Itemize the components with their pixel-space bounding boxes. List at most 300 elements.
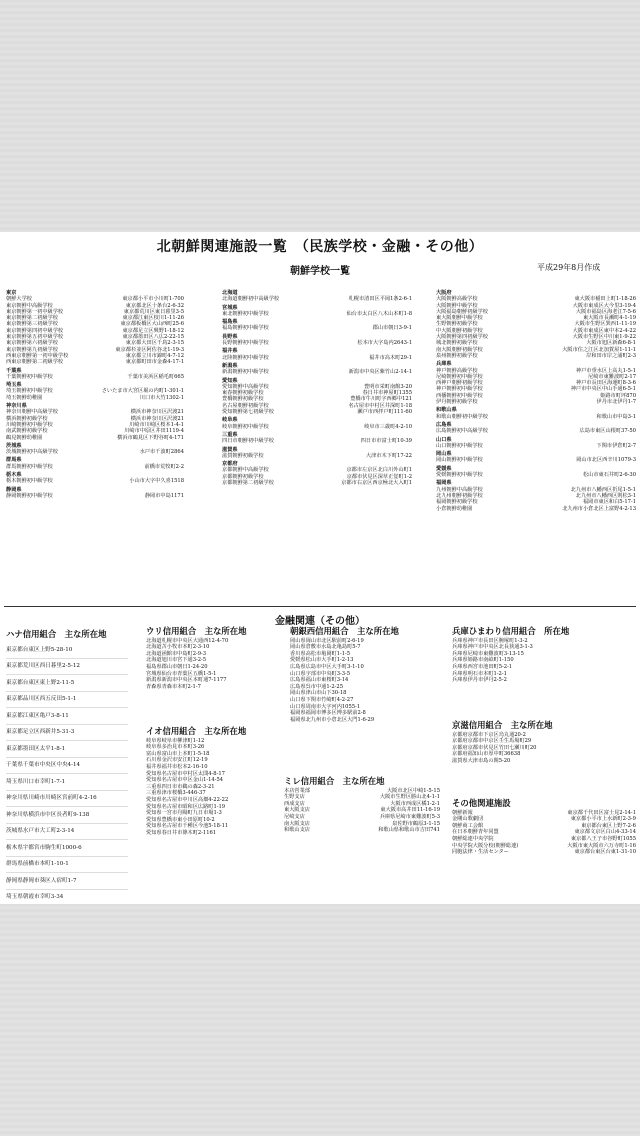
hana-address: 東京都品川区西五反田5-1-1 xyxy=(6,692,128,709)
other-facility-name: 朝鮮総連中央学院 xyxy=(452,835,494,842)
io-address: 愛知県名古屋市中村区太閤4-8-17 xyxy=(146,770,225,777)
io-section xyxy=(146,728,282,837)
mire-branch-name: 西成支店 xyxy=(284,800,305,807)
school-address: 岡山市北区西辛川1079-3 xyxy=(576,457,636,464)
prefecture-label: 福岡県 xyxy=(436,480,452,487)
school-address: 大阪市福島区海老江7-5-6 xyxy=(575,308,636,315)
school-address: 神戸市垂水区上高丸1-5-1 xyxy=(575,367,636,374)
school-name: 東京朝鮮第六初級学校 xyxy=(6,340,58,347)
school-address: 前橋市荒牧町2-2 xyxy=(144,463,184,470)
school-entry xyxy=(222,311,412,317)
school-address: 川口市大竹1302-1 xyxy=(139,394,184,401)
school-name: 北陸朝鮮初中級学校 xyxy=(222,354,269,361)
school-name: 福島朝鮮初中級学校 xyxy=(222,325,269,332)
uri-heading: ウリ信用組合 主な所在地 xyxy=(146,626,247,636)
other-facility-address: 東京都台東区上野7-2-6 xyxy=(581,822,636,829)
school-address: 東大阪市稲田上町1-18-26 xyxy=(574,296,636,303)
school-name: 東北朝鮮初中級学校 xyxy=(222,310,269,317)
school-address: 豊橋市牛川町字西郷中121 xyxy=(350,396,412,403)
school-name: 静岡朝鮮初中級学校 xyxy=(6,492,53,499)
school-entry xyxy=(436,443,636,449)
chogin-address: 愛媛県松山市大手町1-2-13 xyxy=(290,657,354,664)
hyogo-address: 兵庫県西宮市池田町5-2-1 xyxy=(452,663,513,670)
school-name: 東京朝鮮第五初中級学校 xyxy=(6,334,64,341)
document-page xyxy=(0,232,640,904)
school-name: 千葉朝鮮初中級学校 xyxy=(6,373,53,380)
hyogo-address: 兵庫県姫路市南畝町1-150 xyxy=(452,657,514,664)
school-entry xyxy=(436,506,636,512)
created-date: 平成29年8月作成 xyxy=(537,263,601,272)
background-top xyxy=(0,0,640,232)
mire-section xyxy=(284,778,440,834)
school-name: 西東京朝鮮第一初中級学校 xyxy=(6,352,69,359)
school-name: 川崎朝鮮初中級学校 xyxy=(6,421,53,428)
io-address: 福井県福井市松本2-16-10 xyxy=(146,763,208,770)
school-entry xyxy=(436,457,636,463)
mire-branch-name: 尼崎支店 xyxy=(284,813,305,820)
school-name: 福岡朝鮮初級学校 xyxy=(436,499,478,506)
prefecture-label: 三重県 xyxy=(222,431,238,438)
school-name: 中大阪朝鮮初級学校 xyxy=(436,327,483,334)
mire-branch xyxy=(284,814,440,821)
school-address: 岐阜市三歳町4-2-10 xyxy=(364,423,412,430)
other-section xyxy=(452,800,636,856)
hyogo-heading: 兵庫ひまわり信用組合 所在地 xyxy=(452,626,570,636)
school-address: 下関市伊倉町2-7 xyxy=(596,442,636,449)
io-address: 三重県津市桜橋3-446-37 xyxy=(146,790,206,797)
school-address: 川崎市中原区井田1119-4 xyxy=(124,428,184,435)
prefecture-label: 群馬県 xyxy=(6,457,22,464)
hyogo-address: 兵庫県明石市本町1-2-1 xyxy=(452,670,507,677)
prefecture-label: 栃木県 xyxy=(6,472,22,479)
school-address: 川崎市川崎区桜本1-4-1 xyxy=(129,421,184,428)
school-address: 大津市木下町17-22 xyxy=(365,452,412,459)
school-address: 北九州市小倉北区上富野4-2-13 xyxy=(562,505,636,512)
kyoto-address: 滋賀県大津市島の関5-20 xyxy=(452,757,511,764)
school-address: 福井市高木町29-1 xyxy=(369,354,412,361)
kyoto-address: 京都府福知山市厚中町36638 xyxy=(452,751,521,758)
io-address: 愛知県名古屋市中区金山1-14-54 xyxy=(146,777,224,784)
prefecture-label: 新潟県 xyxy=(222,362,238,369)
io-address: 愛知県名古屋市千種区今池5-18-11 xyxy=(146,823,229,830)
school-address: 名古屋市中村区井深町1-18 xyxy=(348,402,412,409)
school-address: 姫路市町坪870 xyxy=(600,392,636,399)
school-entry xyxy=(436,353,636,359)
school-entry xyxy=(436,399,636,405)
school-address: 松本市大字島内2643-1 xyxy=(357,340,412,347)
chogin-address: 福岡県福岡市博多区博多駅前2-8 xyxy=(290,710,366,717)
school-entry xyxy=(6,464,184,470)
hana-address: 東京都江東区亀戸3-8-11 xyxy=(6,708,128,725)
other-facility xyxy=(452,816,636,823)
io-address: 愛知県名古屋市昭和区広路町1-19 xyxy=(146,803,226,810)
document-title: 北朝鮮関連施設一覧 （民族学校・金融・その他） xyxy=(156,239,484,255)
school-column-3 xyxy=(436,288,636,512)
prefecture-label: 長野県 xyxy=(222,333,238,340)
school-name: 栃木朝鮮初中級学校 xyxy=(6,478,53,485)
prefecture-label: 広島県 xyxy=(436,421,452,428)
prefecture-label: 神奈川県 xyxy=(6,403,27,410)
chogin-address: 山口県宇部市中央町3-3-5 xyxy=(290,670,351,677)
uri-address: 北海道函館市中島町2-9-3 xyxy=(146,650,207,657)
prefecture-label: 岡山県 xyxy=(436,451,452,458)
school-column-2 xyxy=(222,288,412,486)
school-name: 京都朝鮮中高級学校 xyxy=(222,467,269,474)
school-address: 瀬戸市西拝戸町111-60 xyxy=(357,409,412,416)
mire-branch-address: 泉佐野市鶴原3-1-15 xyxy=(392,820,440,827)
prefecture-label: 福島県 xyxy=(222,319,238,326)
school-entry xyxy=(222,453,412,459)
io-address: 岐阜県多治見市本町3-26 xyxy=(146,744,205,751)
school-address: 横浜市神奈川区沢渡21 xyxy=(130,415,184,422)
school-name: 泉州朝鮮初級学校 xyxy=(436,352,478,359)
school-address: 広島市東区山根町37-50 xyxy=(579,428,636,435)
school-entry xyxy=(222,409,412,415)
school-name: 小倉朝鮮幼稚園 xyxy=(436,505,473,512)
prefecture-label: 大阪府 xyxy=(436,290,452,296)
school-entry xyxy=(222,296,412,302)
hana-heading: ハナ信用組合 主な所在地 xyxy=(6,629,107,639)
school-name: 愛知朝鮮中高級学校 xyxy=(222,383,269,390)
school-name: 大阪福島朝鮮初級学校 xyxy=(436,308,488,315)
hana-address: 東京都墨田区太平1-8-1 xyxy=(6,741,128,758)
school-address: 東京都墨田区八広2-22-15 xyxy=(122,334,184,341)
school-name: 東京朝鮮第二初級学校 xyxy=(6,315,58,322)
prefecture-label: 山口県 xyxy=(436,436,452,443)
chogin-address: 山口県下関市竹崎町4-2-27 xyxy=(290,696,354,703)
school-address: 神戸市中央区中山手通6-5-1 xyxy=(570,386,636,393)
other-facility-name: 朝鮮新報 xyxy=(452,809,473,816)
other-facility-address: 大阪市東大阪市六万寺町1-16 xyxy=(567,842,636,849)
prefecture-label: 千葉県 xyxy=(6,367,22,374)
other-facility-name: 金剛山歌劇団 xyxy=(452,816,484,823)
school-address: 北九州市八幡西区折尾1-5-1 xyxy=(570,486,636,493)
school-name: 伊丹朝鮮初級学校 xyxy=(436,399,478,406)
mire-branch-address: 大阪市西成区橘1-2-1 xyxy=(390,800,440,807)
kyoto-address: 京都府京都市中京区壬生馬場町29 xyxy=(452,738,532,745)
school-address: 松山市東石井町2-6-30 xyxy=(582,472,636,479)
school-entry xyxy=(6,478,184,484)
hana-address: 群馬県前橋市本町1-10-1 xyxy=(6,857,128,874)
prefecture-label: 福井県 xyxy=(222,348,238,355)
io-address: 三重県四日市市鵜の森2-3-21 xyxy=(146,783,215,790)
school-entry xyxy=(222,480,412,486)
school-address: 和歌山市中島3-1 xyxy=(596,413,636,420)
hana-address: 東京都足立区西新井5-31-3 xyxy=(6,725,128,742)
school-name: 横浜朝鮮初級学校 xyxy=(6,415,48,422)
school-name: 生野朝鮮初級学校 xyxy=(436,321,478,328)
school-entry xyxy=(6,359,184,365)
chogin-address: 岡山県岡山市北区駅前町2-6-19 xyxy=(290,637,364,644)
school-address: 神戸市長田区海運町8-3-6 xyxy=(575,380,636,387)
kyoto-address: 京都府京都市下京区烏丸通20-2 xyxy=(452,731,526,738)
hana-address: 栃木県宇都宮市駒生町1000-6 xyxy=(6,840,128,857)
io-address: 愛知県春日井市篠木町2-1161 xyxy=(146,829,217,836)
prefecture-label: 兵庫県 xyxy=(436,361,452,368)
chogin-address: 広島県福山市東桜町3-14 xyxy=(290,677,349,684)
school-entry xyxy=(222,438,412,444)
kyoto-section xyxy=(452,722,634,765)
school-name: 山口朝鮮初中級学校 xyxy=(436,442,483,449)
other-facility-address: 東京都文京区白山4-33-14 xyxy=(574,829,636,836)
mire-branch-name: 南大阪支店 xyxy=(284,820,310,827)
prefecture-label: 東京 xyxy=(6,290,17,296)
kyoto-heading: 京滋信用組合 主な所在地 xyxy=(452,720,553,730)
school-name: 大阪朝鮮高級学校 xyxy=(436,296,478,303)
school-name: 九州朝鮮中高級学校 xyxy=(436,486,483,493)
school-name: 東京朝鮮第一初中級学校 xyxy=(6,308,64,315)
school-address: 大阪市旭区新森6-8-1 xyxy=(586,340,636,347)
hyogo-address: 兵庫県神戸市中央区北長狭通3-1-3 xyxy=(452,644,533,651)
school-name: 岐阜朝鮮初中級学校 xyxy=(222,423,269,430)
school-entry xyxy=(222,355,412,361)
other-facility-address: 東京都台東区台東1-31-10 xyxy=(574,849,636,856)
other-facility-name: 同胞法律・生活センター xyxy=(452,849,509,856)
prefecture-label: 宮城県 xyxy=(222,304,238,311)
uri-address: 北海道札幌市中央区大通西12-4-70 xyxy=(146,637,229,644)
mire-branch-name: 東大阪支店 xyxy=(284,807,310,814)
school-address: 東京都足立区興野1-18-12 xyxy=(122,327,184,334)
school-address: 豊明市栄町南館3-20 xyxy=(364,383,412,390)
chogin-address: 山口県周南市大字河内1055-1 xyxy=(290,703,361,710)
io-address: 岐阜県岐阜市柳津町1-12 xyxy=(146,737,205,744)
school-address: 春日井市神屋町1355 xyxy=(362,390,412,397)
school-name: 大阪朝鮮中級学校 xyxy=(436,302,478,309)
hana-address: 茨城県水戸市大工町2-3-14 xyxy=(6,824,128,841)
prefecture-label: 北海道 xyxy=(222,290,238,296)
hana-address: 東京都台東区上野5-28-10 xyxy=(6,642,128,659)
school-address: 大阪市生野区巽西1-11-19 xyxy=(574,321,636,328)
school-address: 東京都大田区千鳥2-3-15 xyxy=(125,340,184,347)
school-address: 札幌市清田区平岡1条2-6-1 xyxy=(348,296,412,303)
uri-address: 福島県郡山市朝日1-24-20 xyxy=(146,663,208,670)
hyogo-address: 兵庫県神戸市長田区腕塚町1-3-2 xyxy=(452,637,528,644)
school-address: 横浜市神奈川区沢渡21 xyxy=(130,409,184,416)
io-address: 愛知県一宮市丹陽町九日市場1-3 xyxy=(146,810,222,817)
hana-address: 埼玉県朝霞市幸町3-34 xyxy=(6,890,128,905)
mire-heading: ミレ信用組合 主な所在地 xyxy=(284,776,385,786)
school-address: 東京都立川市錦町4-7-12 xyxy=(125,352,184,359)
chogin-heading: 朝銀西信用組合 主な所在地 xyxy=(290,626,399,636)
school-address: 大阪市東成区大今里3-19-4 xyxy=(572,302,636,309)
section-divider xyxy=(4,606,636,607)
uri-address: 北海道旭川市宮下通3-2-5 xyxy=(146,657,207,664)
chogin-address: 広島県呉市中通1-2-25 xyxy=(290,683,344,690)
chogin-section xyxy=(290,628,440,723)
prefecture-label: 京都府 xyxy=(222,461,238,468)
mire-branch xyxy=(284,827,440,834)
school-name: 長野朝鮮初中級学校 xyxy=(222,340,269,347)
mire-branch-address: 和歌山県和歌山市吉田741 xyxy=(378,827,440,834)
uri-address: 宮城県仙台市青葉区五橋1-5-1 xyxy=(146,670,217,677)
school-address: 新潟市中央区紫竹山2-14-1 xyxy=(348,369,412,376)
hana-address-list xyxy=(6,642,128,904)
school-name: 茨城朝鮮初中高級学校 xyxy=(6,449,58,456)
prefecture-label: 滋賀県 xyxy=(222,446,238,453)
school-address: 岸和田市岸之浦町2-3 xyxy=(586,352,636,359)
mire-branch-address: 大阪市生野区勝山北4-1-1 xyxy=(379,794,440,801)
mire-branch-name: 和歌山支店 xyxy=(284,827,310,834)
school-name: 埼玉朝鮮初中級学校 xyxy=(6,388,53,395)
other-facility-address: 東京都千代田区富士見2-14-1 xyxy=(567,809,636,816)
prefecture-label: 岐阜県 xyxy=(222,417,238,424)
other-facility-name: 中央学院大阪分校(朝鮮総連) xyxy=(452,842,519,849)
school-address: 福岡市東区和白5-17-1 xyxy=(582,499,636,506)
hana-address: 東京都台東区東上野2-11-5 xyxy=(6,675,128,692)
school-name: 和歌山朝鮮初中級学校 xyxy=(436,413,488,420)
school-address: 東大阪市長瀬町4-1-19 xyxy=(582,315,636,322)
school-name: 城北朝鮮初級学校 xyxy=(436,340,478,347)
mire-branch xyxy=(284,794,440,801)
school-name: 愛知朝鮮第七初級学校 xyxy=(222,409,274,416)
school-entry xyxy=(436,414,636,420)
school-name: 朝鮮大学校 xyxy=(6,296,32,303)
school-address: 東京都杉並区阿佐谷北1-19-3 xyxy=(115,346,184,353)
school-entry xyxy=(222,340,412,346)
school-name: 京都朝鮮第二初級学校 xyxy=(222,480,274,487)
finance-section-title: 金融関連（その他） xyxy=(275,616,365,627)
other-facility-name: 朝鮮商工会館 xyxy=(452,822,484,829)
school-name: 東京朝鮮中高級学校 xyxy=(6,302,53,309)
school-entry xyxy=(222,369,412,375)
hyogo-address: 兵庫県伊丹市伊丹2-5-2 xyxy=(452,677,507,684)
prefecture-label: 和歌山県 xyxy=(436,407,457,414)
school-column-1 xyxy=(6,288,184,499)
mire-branch-name: 生野支店 xyxy=(284,794,305,801)
io-heading: イオ信用組合 主な所在地 xyxy=(146,726,247,736)
hana-address: 埼玉県川口市幸町1-7-1 xyxy=(6,774,128,791)
school-entry xyxy=(6,493,184,499)
io-address: 愛知県名古屋市中川区高畑4-22-22 xyxy=(146,796,229,803)
uri-section xyxy=(146,628,282,690)
schools-subtitle: 朝鮮学校一覧 xyxy=(290,266,350,277)
school-address: 北九州市八幡西区則松3-1 xyxy=(575,492,636,499)
school-address: 水戸市千波町2864 xyxy=(139,449,184,456)
school-address: さいたま市大宮区堀の内町1-301-1 xyxy=(101,388,184,395)
school-address: 東京都町田市金森4-17-1 xyxy=(125,359,184,366)
school-address: 東京都北区十条台2-6-32 xyxy=(125,302,184,309)
school-address: 横浜市鶴見区下野谷町4-171 xyxy=(117,434,184,441)
school-name: 岡山朝鮮初中級学校 xyxy=(436,457,483,464)
school-name: 大阪朝鮮第四初級学校 xyxy=(436,334,488,341)
hana-section xyxy=(6,628,107,643)
school-name: 北九州朝鮮初級学校 xyxy=(436,492,483,499)
hana-address: 静岡県静岡市葵区人宿町1-7 xyxy=(6,873,128,890)
school-address: 東京都小平市小川町1-700 xyxy=(122,296,184,303)
school-name: 愛媛朝鮮初中級学校 xyxy=(436,472,483,479)
school-name: 南武朝鮮初級学校 xyxy=(6,428,48,435)
school-address: 京都市伏見区深草正覚町1-2 xyxy=(346,473,412,480)
school-name: 西神戸朝鮮初級学校 xyxy=(436,380,483,387)
school-address: 京都市左京区北白川外山町1 xyxy=(346,467,412,474)
school-name: 北海道朝鮮初中高級学校 xyxy=(222,296,280,303)
other-facility-address: 東京都小平市上水新町2-3-9 xyxy=(570,816,636,823)
school-entry xyxy=(6,395,184,401)
school-entry xyxy=(6,374,184,380)
hana-address: 神奈川県川崎市川崎区宮前町4-2-16 xyxy=(6,791,128,808)
school-address: 郡山市朝日3-9-1 xyxy=(372,325,412,332)
prefecture-label: 茨城県 xyxy=(6,442,22,449)
school-address: 四日市市富士町10-39 xyxy=(360,438,412,445)
school-entry xyxy=(222,424,412,430)
school-entry xyxy=(222,325,412,331)
prefecture-label: 愛知県 xyxy=(222,377,238,384)
prefecture-label: 愛媛県 xyxy=(436,465,452,472)
school-name: 新潟朝鮮初中級学校 xyxy=(222,369,269,376)
school-name: 鶴見朝鮮幼稚園 xyxy=(6,434,43,441)
hana-address: 千葉県千葉市中央区中央4-14 xyxy=(6,758,128,775)
uri-address: 青森県青森市本町2-1-7 xyxy=(146,683,201,690)
chogin-address: 福岡県北九州市小倉北区大門1-6-29 xyxy=(290,716,375,723)
hyogo-section xyxy=(452,628,634,684)
school-name: 西播朝鮮初中級学校 xyxy=(436,392,483,399)
io-address: 富山県富山市上本町1-5-18 xyxy=(146,750,210,757)
school-name: 東京朝鮮第九初級学校 xyxy=(6,346,58,353)
school-entry xyxy=(436,472,636,478)
school-address: 東京都江東区枝川1-11-26 xyxy=(122,315,184,322)
school-address: 東京都板橋区大山西町25-6 xyxy=(120,321,184,328)
school-name: 神奈川朝鮮中高級学校 xyxy=(6,409,58,416)
school-address: 大阪市東成区東中本2-4-22 xyxy=(572,327,636,334)
chogin-address: 広島県広島市中区大手町3-1-10 xyxy=(290,663,364,670)
prefecture-label: 静岡県 xyxy=(6,486,22,493)
mire-branch-address: 兵庫県尼崎市東難波町5-3 xyxy=(379,813,440,820)
school-name: 滋賀朝鮮初級学校 xyxy=(222,452,264,459)
chogin-address: 岡山県津山市山下30-18 xyxy=(290,690,347,697)
other-heading: その他関連施設 xyxy=(452,798,511,808)
uri-address: 北海道苫小牧市本町2-3-10 xyxy=(146,644,210,651)
chogin-address: 岡山県倉敷市水島北亀島町5-7 xyxy=(290,644,361,651)
school-address: 静岡市中島1171 xyxy=(144,492,184,499)
school-address: 京都市右京区西京極北大入町1 xyxy=(341,480,412,487)
mire-branch-address: 大阪市北区中崎1-5-15 xyxy=(386,787,440,794)
school-name: 広島朝鮮初中高級学校 xyxy=(436,428,488,435)
mire-branch xyxy=(284,807,440,814)
mire-branch-address: 東大阪市高井田11-16-19 xyxy=(380,807,440,814)
school-name: 東京朝鮮第四初中級学校 xyxy=(6,327,64,334)
other-facility xyxy=(452,849,636,856)
mire-branch-name: 本店営業部 xyxy=(284,787,310,794)
school-name: 神戸朝鮮初中級学校 xyxy=(436,386,483,393)
other-facility xyxy=(452,829,636,836)
school-address: 千葉市美浜区稲毛町665 xyxy=(127,373,184,380)
school-name: 東京朝鮮第三初級学校 xyxy=(6,321,58,328)
school-entry xyxy=(6,449,184,455)
school-name: 神戸朝鮮高級学校 xyxy=(436,367,478,374)
hyogo-address: 兵庫県尼崎市東難波町3-13-15 xyxy=(452,650,524,657)
school-name: 豊橋朝鮮初級学校 xyxy=(222,396,264,403)
school-name: 西東京朝鮮第二初級学校 xyxy=(6,359,64,366)
school-address: 尼崎市東難波町2-17 xyxy=(588,373,636,380)
school-name: 尼崎朝鮮初中級学校 xyxy=(436,373,483,380)
school-name: 群馬朝鮮初中級学校 xyxy=(6,463,53,470)
school-name: 南大阪朝鮮初級学校 xyxy=(436,346,483,353)
chogin-address: 香川県高松市亀岡町1-1-5 xyxy=(290,650,351,657)
school-name: 名古屋朝鮮初級学校 xyxy=(222,402,269,409)
school-address: 大阪市生野区中川東1-9-22 xyxy=(572,334,636,341)
school-address: 東京都荒川区東日暮里3-5 xyxy=(123,308,184,315)
school-address: 大阪市住之江区北加賀屋1-11-1 xyxy=(562,346,636,353)
uri-address: 新潟県新潟市中央区本町通7-1177 xyxy=(146,677,227,684)
school-name: 埼玉朝鮮幼稚園 xyxy=(6,394,43,401)
background-bottom xyxy=(0,904,640,1136)
school-name: 東春朝鮮初級学校 xyxy=(222,390,264,397)
hana-address: 神奈川県横浜市中区長者町9-138 xyxy=(6,807,128,824)
io-address: 石川県金沢市安江町12-19 xyxy=(146,757,208,764)
school-name: 東大阪朝鮮中級学校 xyxy=(436,315,483,322)
hana-address: 東京都荒川区西日暮里2-5-12 xyxy=(6,659,128,676)
other-facility-name: 在日本朝鮮青年同盟 xyxy=(452,829,499,836)
